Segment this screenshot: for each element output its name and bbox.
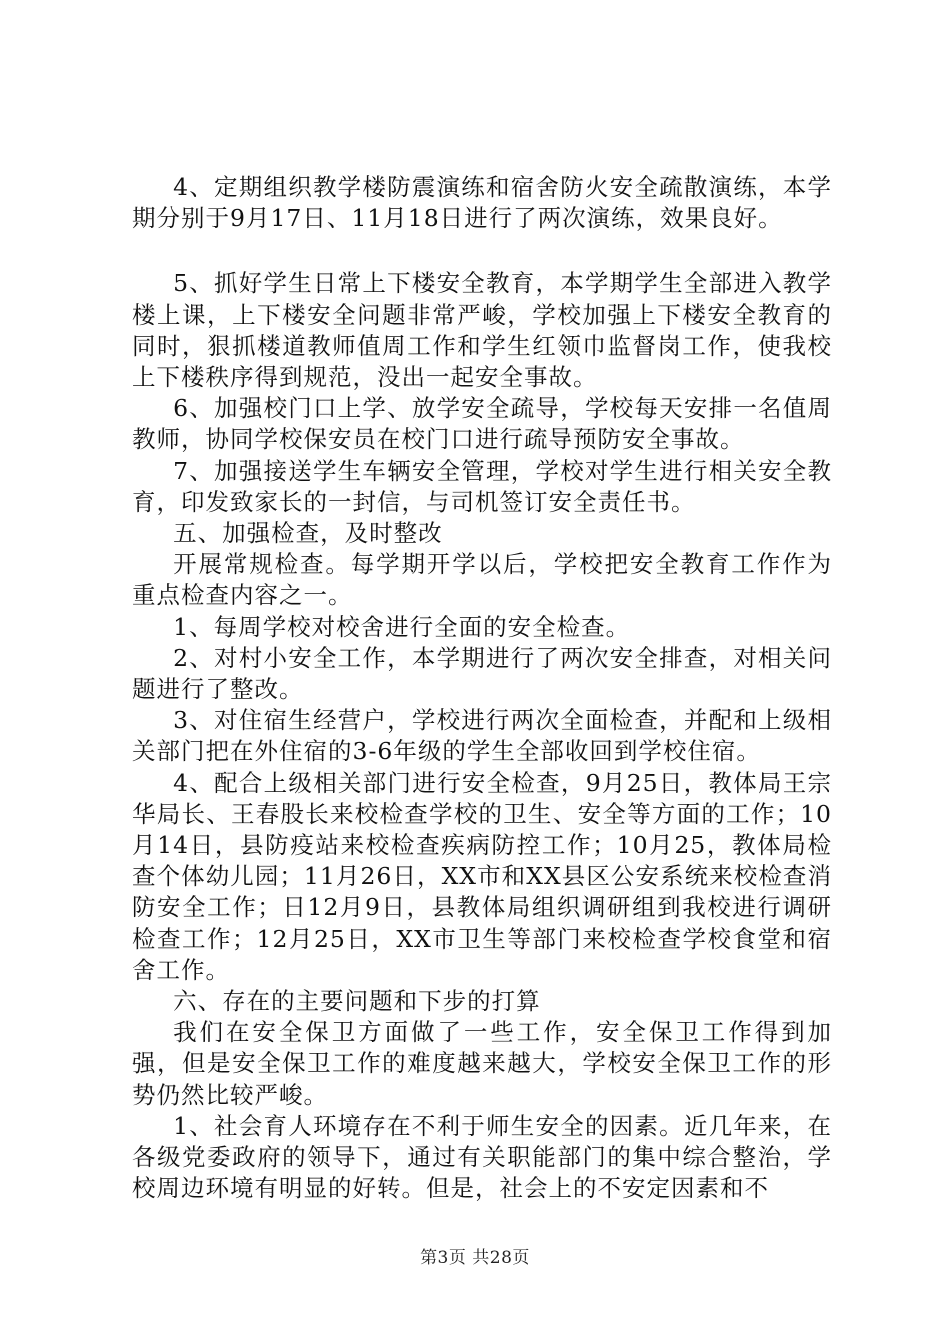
paragraph-weekly-check: 1、每周学校对校舍进行全面的安全检查。 <box>173 612 631 641</box>
paragraph-external-inspections: 4、配合上级相关部门进行安全检查，9月25日，教体局王宗华局长、王春股长来校检查学校的卫生、安全等方面的工作；10月14日，县防疫站来校检查疾病防控工作；10月25，教体局检查个体幼儿园；11月26日，XX市和XX县区公安系统来校检查消防安全工作；日12月9日，县教体局组织调研组到我校进行调研检查工作；12月25日，XX市卫生等部门来校检查学校食堂和宿舍工作。 <box>132 768 832 984</box>
document-body <box>132 172 832 1205</box>
section-heading-problems: 六、存在的主要问题和下步的打算 <box>173 987 541 1016</box>
page-number-footer: 第3页 共28页 <box>420 1248 530 1268</box>
section-heading-inspection: 五、加强检查，及时整改 <box>173 519 443 548</box>
paragraph-social-environment: 1、社会育人环境存在不利于师生安全的因素。近几年来，在各级党委政府的领导下，通过有关职能部门的集中综合整治，学校周边环境有明显的好转。但是，社会上的不安定因素和不 <box>132 1111 832 1203</box>
paragraph-routine-check: 开展常规检查。每学期开学以后，学校把安全教育工作作为重点检查内容之一。 <box>132 550 832 610</box>
paragraph-summary: 我们在安全保卫方面做了一些工作，安全保卫工作得到加强，但是安全保卫工作的难度越来越大，学校安全保卫工作的形势仍然比较严峻。 <box>132 1018 832 1109</box>
paragraph-boarding: 3、对住宿生经营户，学校进行两次全面检查，并配和上级相关部门把在外住宿的3-6年级的学生全部收回到学校住宿。 <box>132 706 832 766</box>
paragraph-drill: 4、定期组织教学楼防震演练和宿舍防火安全疏散演练，本学期分别于9月17日、11月18日进行了两次演练，效果良好。 <box>132 173 832 233</box>
paragraph-vehicle-safety: 7、加强接送学生车辆安全管理，学校对学生进行相关安全教育，印发致家长的一封信，与司机签订安全责任书。 <box>132 456 832 516</box>
paragraph-village-school: 2、对村小安全工作，本学期进行了两次安全排查，对相关问题进行了整改。 <box>132 643 832 704</box>
paragraph-stairs-safety: 5、抓好学生日常上下楼安全教育，本学期学生全部进入教学楼上课，上下楼安全问题非常严峻，学校加强上下楼安全教育的同时，狠抓楼道教师值周工作和学生红领巾监督岗工作，使我校上下楼秩序得到规范，没出一起安全事故。 <box>132 269 832 392</box>
paragraph-gate-safety: 6、加强校门口上学、放学安全疏导，学校每天安排一名值周教师，协同学校保安员在校门口进行疏导预防安全事故。 <box>132 394 832 454</box>
